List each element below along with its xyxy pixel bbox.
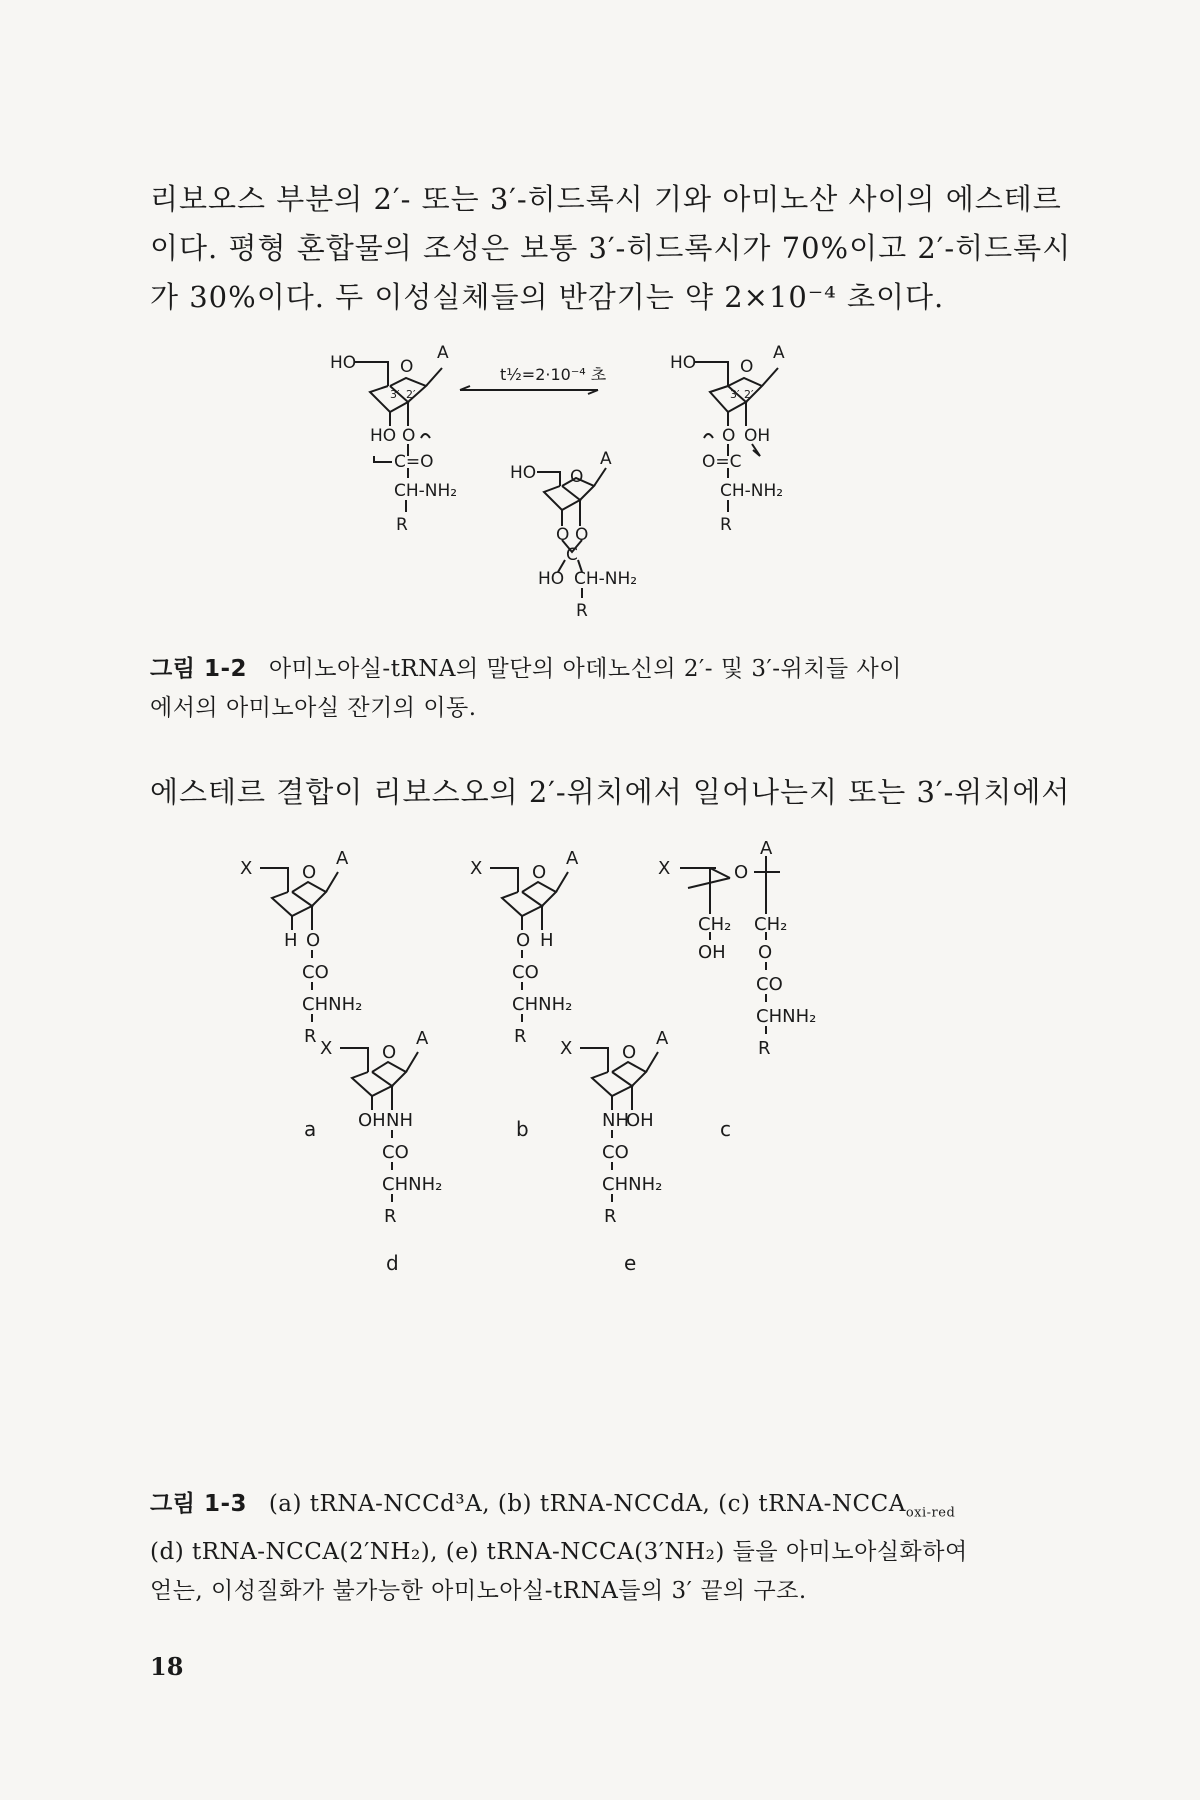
caption-word: 그림 [150, 1491, 196, 1517]
ring-oxygen-label: O [382, 1042, 397, 1063]
hydroxyl-label: OH [698, 942, 726, 963]
figure-caption-1-3 [150, 1485, 1030, 1611]
structure-letter-c: c [720, 1117, 731, 1141]
r-group-label: R [384, 1206, 397, 1227]
carbonyl-label: CO [302, 962, 329, 983]
ho-label: HO [670, 353, 697, 373]
text-line: 에스테르 결합이 리보스오의 2′-위치에서 일어나는지 또는 3′-위치에서 [150, 775, 1071, 809]
amine-label: CHNH₂ [302, 994, 363, 1015]
amine-label: CHNH₂ [602, 1174, 663, 1195]
adenine-label: A [773, 343, 785, 363]
amine-label: CH-NH₂ [394, 481, 458, 501]
figure-1-3-letters [240, 1110, 840, 1150]
half-life-label: t½=2·10⁻⁴ 초 [500, 365, 607, 384]
substituent-label: O [306, 930, 321, 951]
caption-text: 얻는, 이성질화가 불가능한 아미노아실-tRNA들의 3′ 끝의 구조. [150, 1577, 807, 1604]
caption-label [150, 656, 247, 682]
structure-letter-d: d [386, 1251, 399, 1275]
caption-number: 1-2 [203, 656, 248, 682]
x-group-label: X [560, 1038, 573, 1059]
r-group-label: R [758, 1038, 771, 1059]
ho-label: HO [330, 353, 357, 373]
substituent-label: HO [370, 426, 397, 446]
carbonyl-label: O=C [702, 452, 742, 472]
r-group-label: R [514, 1026, 527, 1047]
text-line: 이다. 평형 혼합물의 조성은 보통 3′-히드록시가 70%이고 2′-히드록시 [150, 231, 1072, 265]
substituent-label: NH [386, 1110, 413, 1131]
adenine-label: A [600, 449, 612, 469]
substituent-label: O [516, 930, 531, 951]
structure-letter-e: e [624, 1251, 637, 1275]
substituent-label: H [540, 930, 554, 951]
page-number: 18 [150, 1652, 184, 1681]
paragraph-ester-bond [150, 768, 1071, 817]
substituent-label: O [402, 426, 416, 446]
caption-text: 아미노아실-tRNA의 말단의 아데노신의 2′- 및 3′-위치들 사이 [268, 656, 902, 682]
carbonyl-label: CO [512, 962, 539, 983]
methylene-label: CH₂ [698, 914, 732, 935]
ring-oxygen-label: O [570, 467, 584, 487]
carbonyl-label: CO [382, 1142, 409, 1163]
structure-letter-b: b [516, 1117, 529, 1141]
caption-text: 에서의 아미노아실 잔기의 이동. [150, 695, 477, 721]
adenine-label: A [760, 838, 773, 859]
paragraph-intro [150, 175, 1072, 322]
r-group-label: R [396, 515, 408, 535]
r-group-label: R [304, 1026, 317, 1047]
caption-word: 그림 [150, 656, 196, 682]
r-group-label: R [604, 1206, 617, 1227]
amine-label: CHNH₂ [512, 994, 573, 1015]
adenine-label: A [416, 1028, 429, 1049]
oxygen-label: O [556, 525, 570, 545]
text-line: 리보오스 부분의 2′- 또는 3′-히드록시 기와 아미노산 사이의 에스테르 [150, 182, 1062, 216]
substituent-label: H [284, 930, 298, 951]
r-group-label: R [576, 601, 588, 621]
caption-label [150, 1491, 247, 1517]
oxygen-label: O [758, 942, 773, 963]
oxygen-label: O [575, 525, 589, 545]
caption-text: (d) tRNA-NCCA(2′NH₂), (e) tRNA-NCCA(3′NH₂) 들을 아미노아실화하여 [150, 1538, 968, 1565]
ring-oxygen-label: O [302, 862, 317, 883]
substituent-label: NH [602, 1110, 629, 1131]
carbonyl-label: CO [602, 1142, 629, 1163]
caption-subscript: oxi-red [905, 1505, 956, 1521]
ho-label: HO [510, 463, 537, 483]
carbonyl-label: CO [756, 974, 783, 995]
adenine-label: A [336, 848, 349, 869]
amine-label: CHNH₂ [382, 1174, 443, 1195]
figure-1-2 [330, 340, 890, 630]
position-label: 2′ [744, 388, 754, 401]
x-group-label: X [320, 1038, 333, 1059]
adenine-label: A [437, 343, 449, 363]
substituent-label: OH [358, 1110, 386, 1131]
substituent-label: OH [626, 1110, 654, 1131]
substituent-label: OH [744, 426, 771, 446]
ring-oxygen-label: O [734, 862, 749, 883]
x-group-label: X [658, 858, 671, 879]
structure-letter-a: a [304, 1117, 317, 1141]
adenine-label: A [656, 1028, 669, 1049]
position-label: 2′ [406, 388, 416, 401]
amine-label: CH-NH₂ [720, 481, 784, 501]
r-group-label: R [720, 515, 732, 535]
ring-oxygen-label: O [400, 357, 414, 377]
ring-oxygen-label: O [622, 1042, 637, 1063]
substituent-label: O [722, 426, 736, 446]
methylene-label: CH₂ [754, 914, 788, 935]
ring-oxygen-label: O [740, 357, 754, 377]
caption-number: 1-3 [203, 1491, 248, 1517]
carbon-label: C [566, 545, 578, 565]
amine-label: CHNH₂ [756, 1006, 817, 1027]
position-label: 3′ [730, 388, 740, 401]
caption-text: (a) tRNA-NCCd³A, (b) tRNA-NCCdA, (c) tRNA-NCCA [268, 1491, 906, 1517]
adenine-label: A [566, 848, 579, 869]
x-group-label: X [240, 858, 253, 879]
position-label: 3′ [390, 388, 400, 401]
ho-label: HO [538, 569, 565, 589]
text-line: 가 30%이다. 두 이성실체들의 반감기는 약 2×10⁻⁴ 초이다. [150, 280, 945, 314]
ring-oxygen-label: O [532, 862, 547, 883]
figure-caption-1-2 [150, 650, 1030, 728]
figure-1-3 [240, 838, 980, 1450]
x-group-label: X [470, 858, 483, 879]
amine-label: CH-NH₂ [574, 569, 638, 589]
carbonyl-label: C=O [394, 452, 434, 472]
